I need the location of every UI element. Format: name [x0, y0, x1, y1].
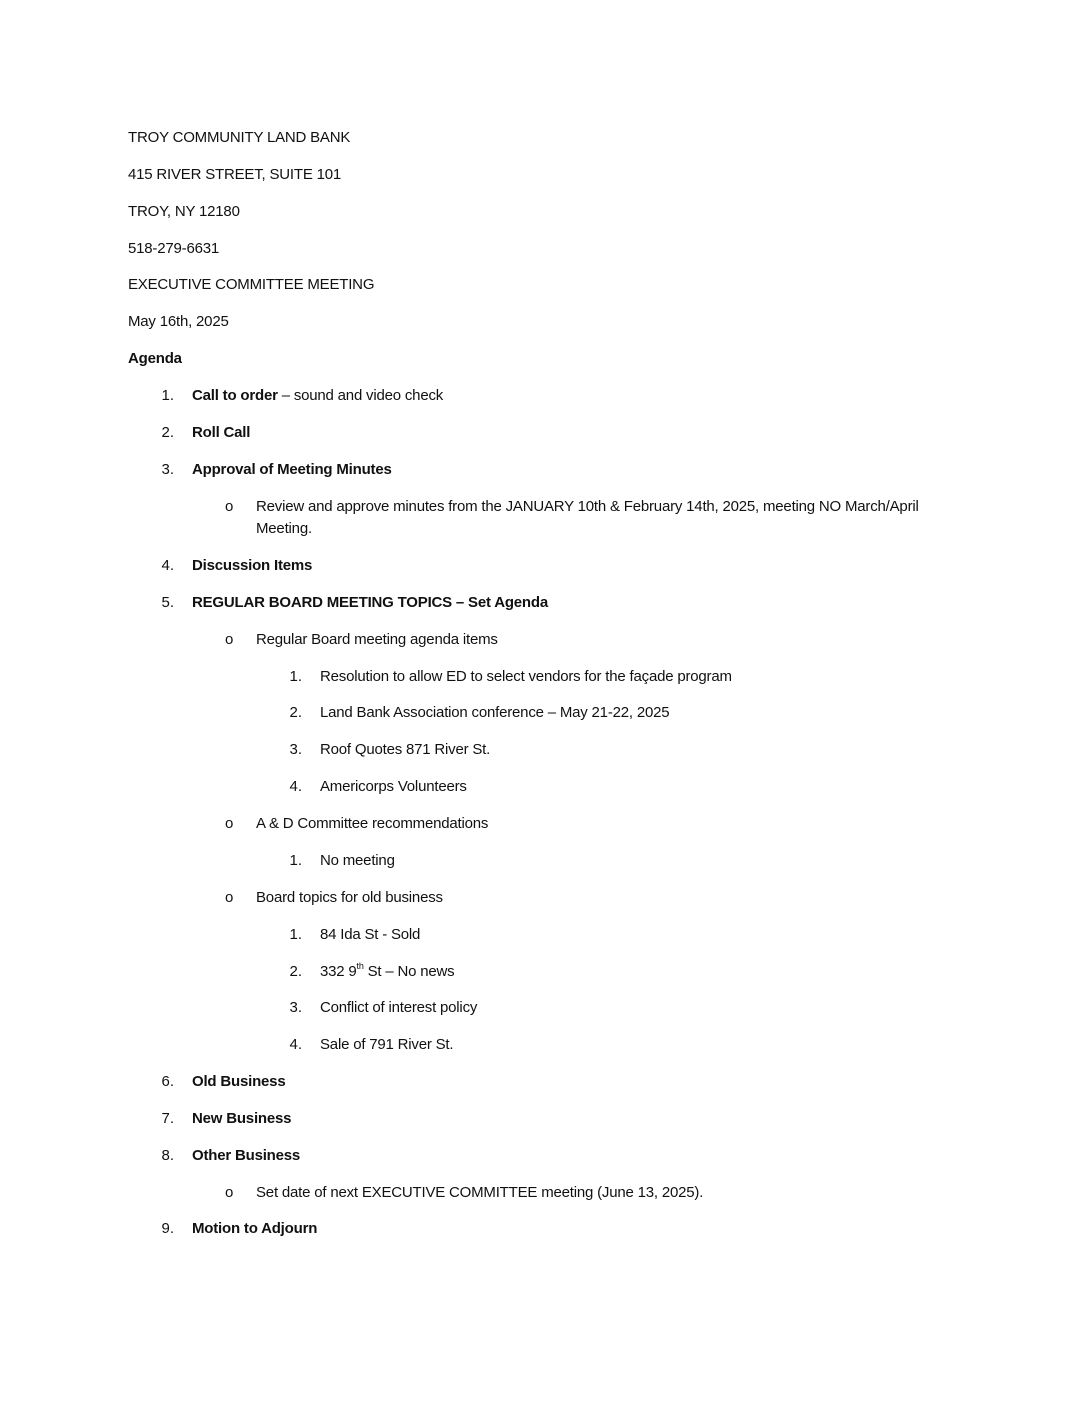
text-part: 332 9: [320, 963, 357, 980]
nested-item-text: No meeting: [320, 852, 395, 869]
item-number: 3.: [161, 461, 174, 478]
bullet-icon: o: [225, 1184, 234, 1201]
meeting-date: May 16th, 2025: [128, 313, 229, 330]
nested-item-text: 84 Ida St - Sold: [320, 926, 421, 943]
item-title: Discussion Items: [192, 557, 313, 574]
item-number: 5.: [161, 594, 174, 611]
item-number: 6.: [161, 1073, 174, 1090]
item-title: Motion to Adjourn: [192, 1220, 318, 1237]
item-title: REGULAR BOARD MEETING TOPICS – Set Agenda: [192, 594, 549, 611]
nested-item-text: Americorps Volunteers: [320, 778, 467, 795]
nested-item-text: Resolution to allow ED to select vendors for the façade program: [320, 668, 732, 685]
nested-item-text: Conflict of interest policy: [320, 999, 478, 1016]
phone-number: 518-279-6631: [128, 240, 220, 257]
item-text: [192, 386, 443, 406]
meeting-title: EXECUTIVE COMMITTEE MEETING: [128, 276, 375, 293]
item-detail: – sound and video check: [277, 387, 444, 404]
address-line-1: 415 RIVER STREET, SUITE 101: [128, 166, 342, 183]
nested-item-number: 2.: [289, 963, 302, 980]
item-title: Call to order: [192, 387, 278, 404]
nested-item-number: 1.: [289, 926, 302, 943]
sub-item-text: Review and approve minutes from the JANUARY 10th & February 14th, 2025, meeting NO March/April Meeting.: [256, 498, 919, 537]
nested-item-number: 1.: [289, 852, 302, 869]
nested-item-number: 3.: [289, 999, 302, 1016]
nested-item-number: 2.: [289, 704, 302, 721]
item-title: New Business: [192, 1110, 292, 1127]
org-name: TROY COMMUNITY LAND BANK: [128, 129, 351, 146]
item-title: Approval of Meeting Minutes: [192, 461, 392, 478]
bullet-icon: o: [225, 498, 234, 515]
bullet-icon: o: [225, 889, 234, 906]
item-number: 2.: [161, 424, 174, 441]
bullet-icon: o: [225, 631, 234, 648]
item-number: 4.: [161, 557, 174, 574]
item-number: 7.: [161, 1110, 174, 1127]
agenda-heading: Agenda: [128, 350, 182, 367]
item-title: Old Business: [192, 1073, 286, 1090]
nested-item-text: Roof Quotes 871 River St.: [320, 741, 491, 758]
text-part: St – No news: [363, 963, 455, 980]
sub-item-text: Regular Board meeting agenda items: [256, 631, 498, 648]
nested-item-number: 1.: [289, 668, 302, 685]
sub-item-text: A & D Committee recommendations: [256, 815, 489, 832]
item-number: 1.: [161, 387, 174, 404]
superscript: th: [356, 961, 364, 971]
sub-item-text: Set date of next EXECUTIVE COMMITTEE meeting (June 13, 2025).: [256, 1184, 704, 1201]
item-number: 8.: [161, 1147, 174, 1164]
nested-item-number: 4.: [289, 1036, 302, 1053]
item-title: Roll Call: [192, 424, 251, 441]
nested-item-text: Sale of 791 River St.: [320, 1036, 454, 1053]
nested-item-number: 3.: [289, 741, 302, 758]
sub-item-text: Board topics for old business: [256, 889, 443, 906]
item-title: Other Business: [192, 1147, 301, 1164]
nested-item-number: 4.: [289, 778, 302, 795]
address-line-2: TROY, NY 12180: [128, 203, 240, 220]
nested-item-text: Land Bank Association conference – May 21-22, 2025: [320, 704, 670, 721]
item-number: 9.: [161, 1220, 174, 1237]
nested-item-text: [320, 962, 454, 982]
bullet-icon: o: [225, 815, 234, 832]
